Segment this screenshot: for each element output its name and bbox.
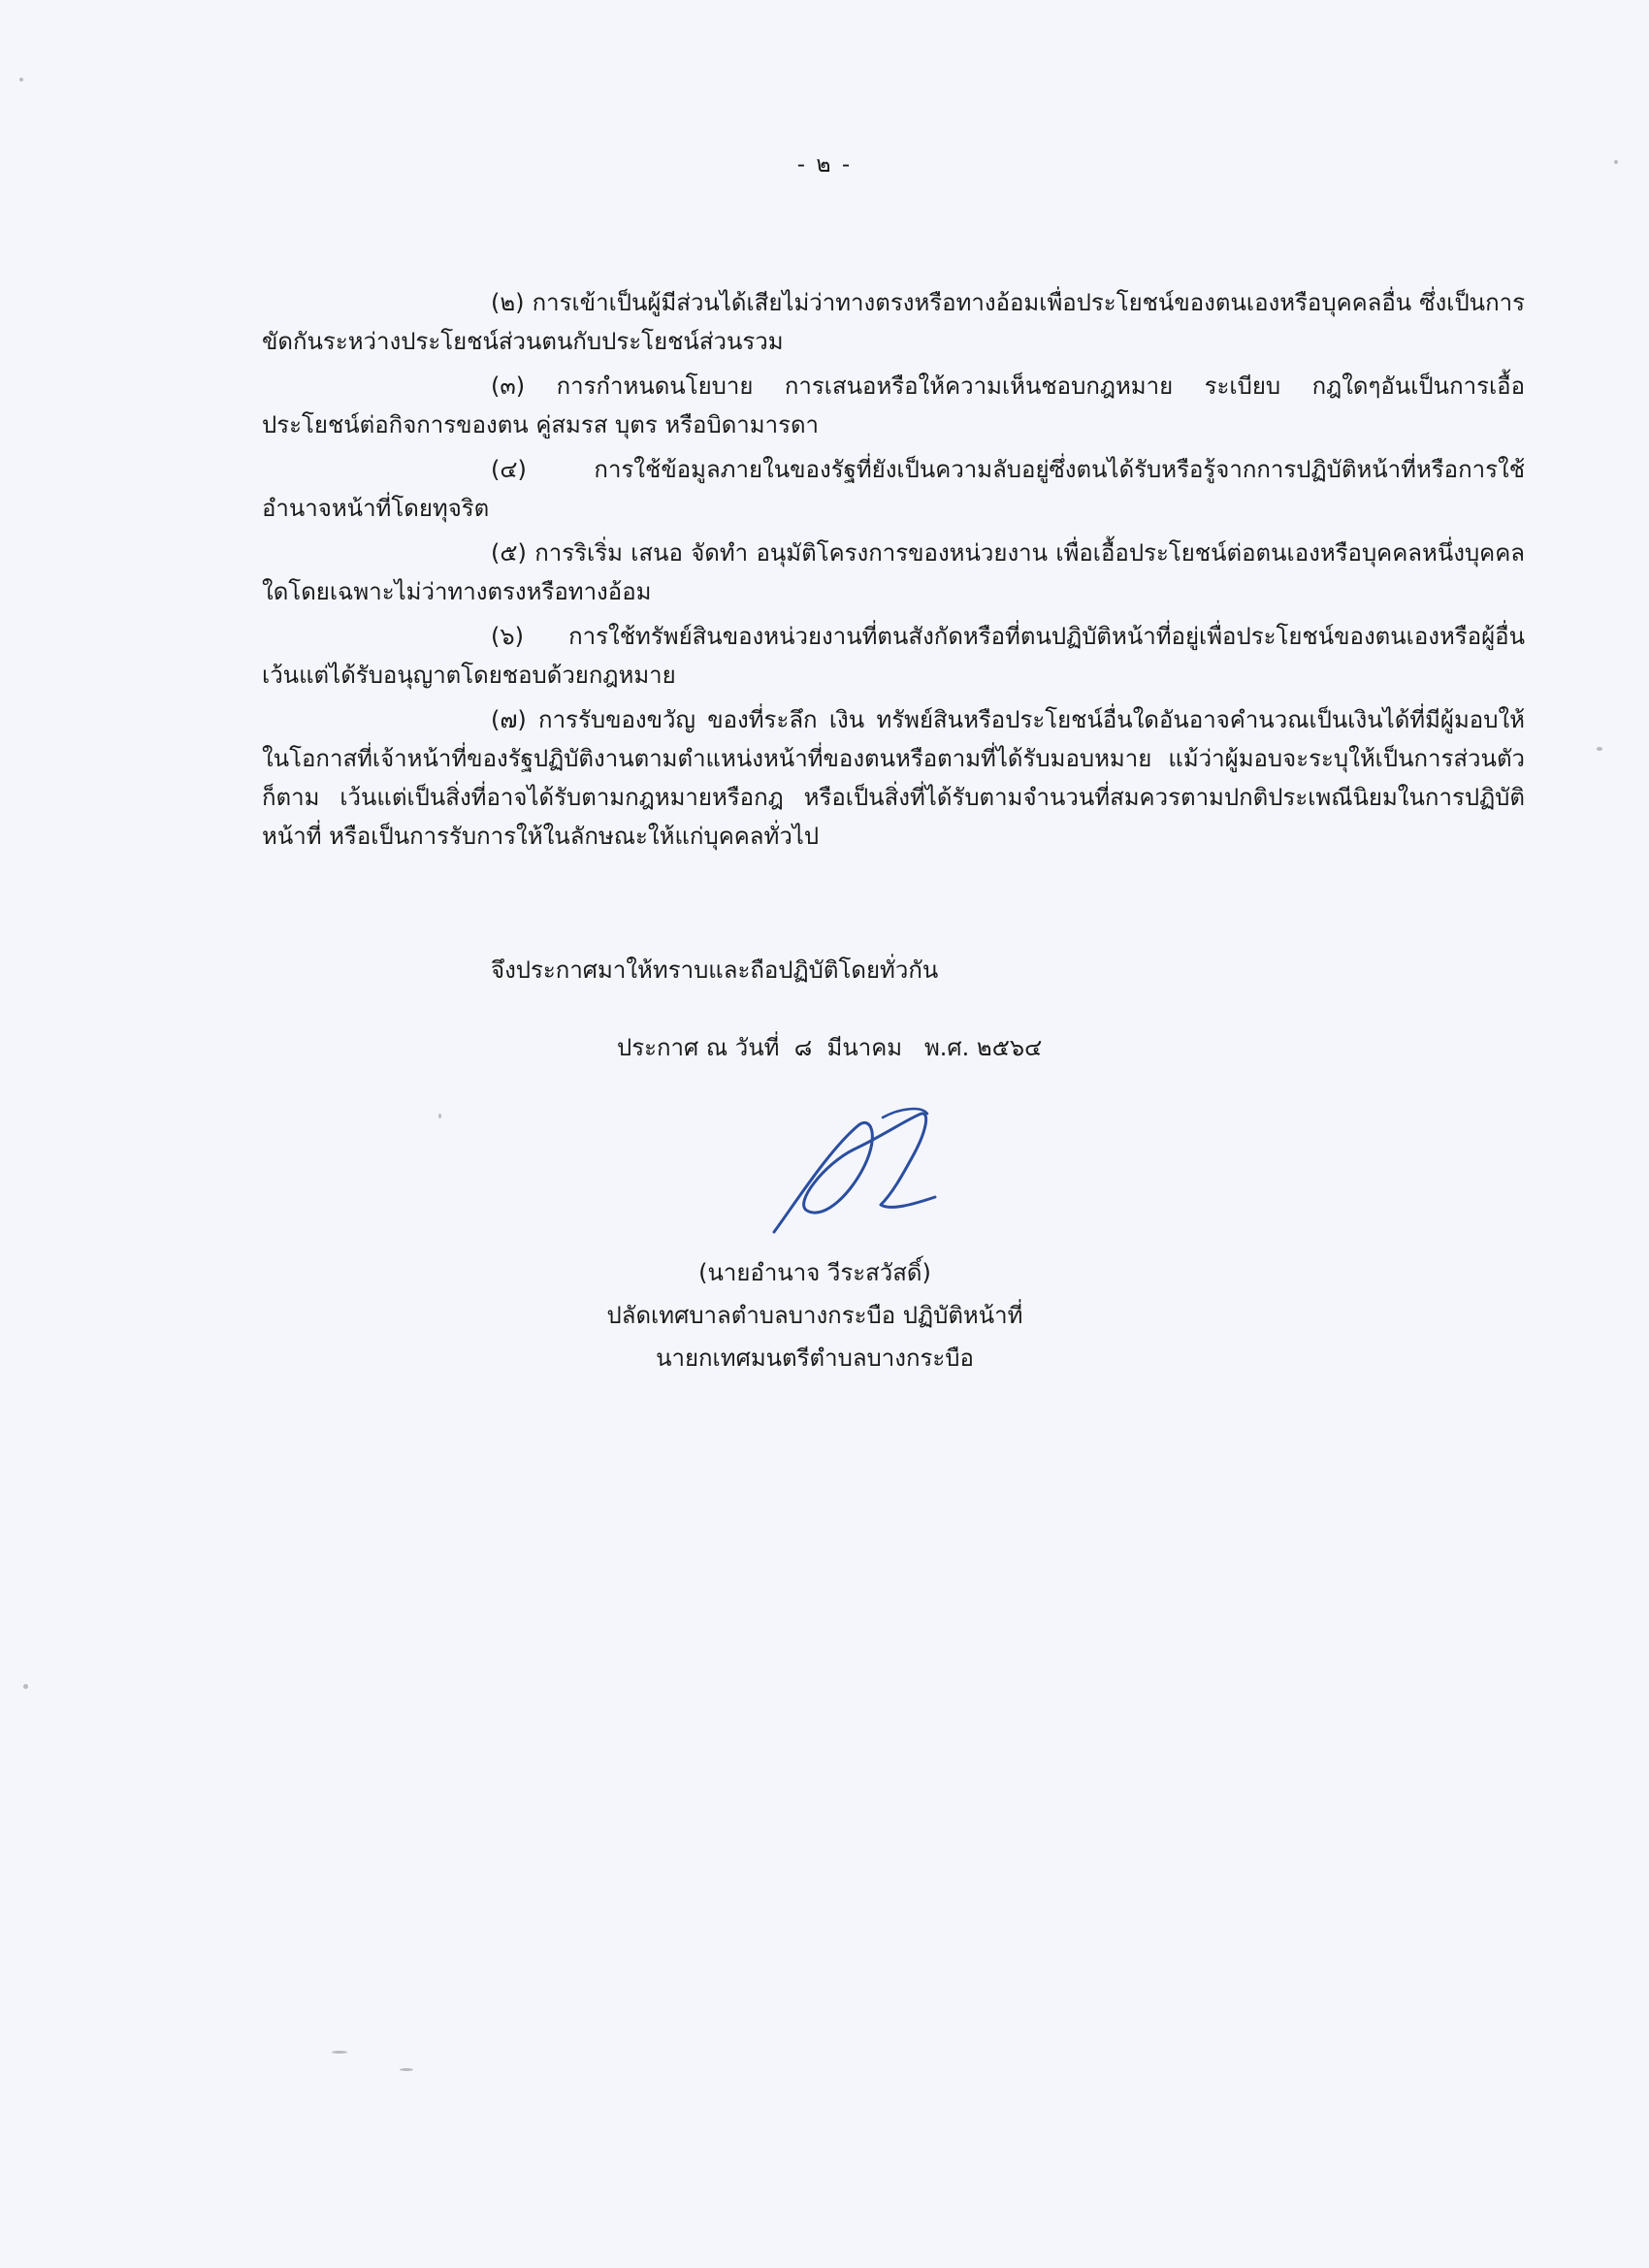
- clause-6: (๖) การใช้ทรัพย์สินของหน่วยงานที่ตนสังกัดหรือที่ตนปฏิบัติหน้าที่อยู่เพื่อประโยชน์ของตนเองหรือผู้อื่น เว้นแต่ได้รับอนุญาตโดยชอบด้วยกฎหมาย: [262, 623, 1525, 689]
- clause-3: (๓) การกำหนดนโยบาย การเสนอหรือให้ความเห็นชอบกฎหมาย ระเบียบ กฎใดๆอันเป็นการเอื้อประโยชน์ต่อกิจการของตน คู่สมรส บุตร หรือบิดามารดา: [262, 373, 1525, 438]
- signature-block: [485, 1253, 1145, 1381]
- scan-speck: [1614, 160, 1618, 164]
- scan-speck: [23, 1684, 28, 1689]
- clause-2: (๒) การเข้าเป็นผู้มีส่วนได้เสียไม่ว่าทางตรงหรือทางอ้อมเพื่อประโยชน์ของตนเองหรือบุคคลอื่น ซึ่งเป็นการขัดกันระหว่างประโยชน์ส่วนตนกับประโยชน์ส่วนรวม: [262, 289, 1525, 355]
- signer-position-acting: นายกเทศมนตรีตำบลบางกระบือ: [656, 1345, 974, 1372]
- announcement: จึงประกาศมาให้ทราบและถือปฏิบัติโดยทั่วกัน: [491, 956, 939, 984]
- scan-speck: [438, 1114, 441, 1118]
- signer-name: (นายอำนาจ วีระสวัสดิ์): [698, 1259, 931, 1286]
- document-body: [262, 283, 1525, 861]
- clause-4: (๔) การใช้ข้อมูลภายในของรัฐที่ยังเป็นความลับอยู่ซึ่งตนได้รับหรือรู้จากการปฏิบัติหน้าที่หรือการใช้อำนาจหน้าที่โดยทุจริต: [262, 456, 1525, 522]
- signer-position: ปลัดเทศบาลตำบลบางกระบือ ปฏิบัติหน้าที่: [606, 1302, 1023, 1329]
- scan-speck: [19, 78, 23, 81]
- announcement-date: ประกาศ ณ วันที่ ๘ มีนาคม พ.ศ. ๒๕๖๔: [617, 1034, 1043, 1061]
- scan-speck: [1597, 747, 1602, 751]
- scan-speck: [400, 2068, 413, 2071]
- signature: [757, 1096, 951, 1242]
- clause-7: (๗) การรับของขวัญ ของที่ระลึก เงิน ทรัพย์สินหรือประโยชน์อื่นใดอันอาจคำนวณเป็นเงินได้ที่มีผู้มอบให้ในโอกาสที่เจ้าหน้าที่ของรัฐปฏิบัติงานตามตำแหน่งหน้าที่ของตนหรือตามที่ได้รับมอบหมาย แม้ว่าผู้มอบจะระบุให้เป็นการส่วนตัวก็ตาม เว้นแต่เป็นสิ่งที่อาจได้รับตามกฎหมายหรือกฎ หรือเป็นสิ่งที่ได้รับตามจำนวนที่สมควรตามปกติประเพณีนิยมในการปฏิบัติหน้าที่ หรือเป็นการรับการให้ในลักษณะให้แก่บุคคลทั่วไป: [262, 706, 1525, 850]
- scan-speck: [332, 2051, 347, 2054]
- page-number: - ๒ -: [796, 152, 853, 178]
- clause-5: (๕) การริเริ่ม เสนอ จัดทำ อนุมัติโครงการของหน่วยงาน เพื่อเอื้อประโยชน์ต่อตนเองหรือบุคคลหนึ่งบุคคลใดโดยเฉพาะไม่ว่าทางตรงหรือทางอ้อม: [262, 539, 1525, 605]
